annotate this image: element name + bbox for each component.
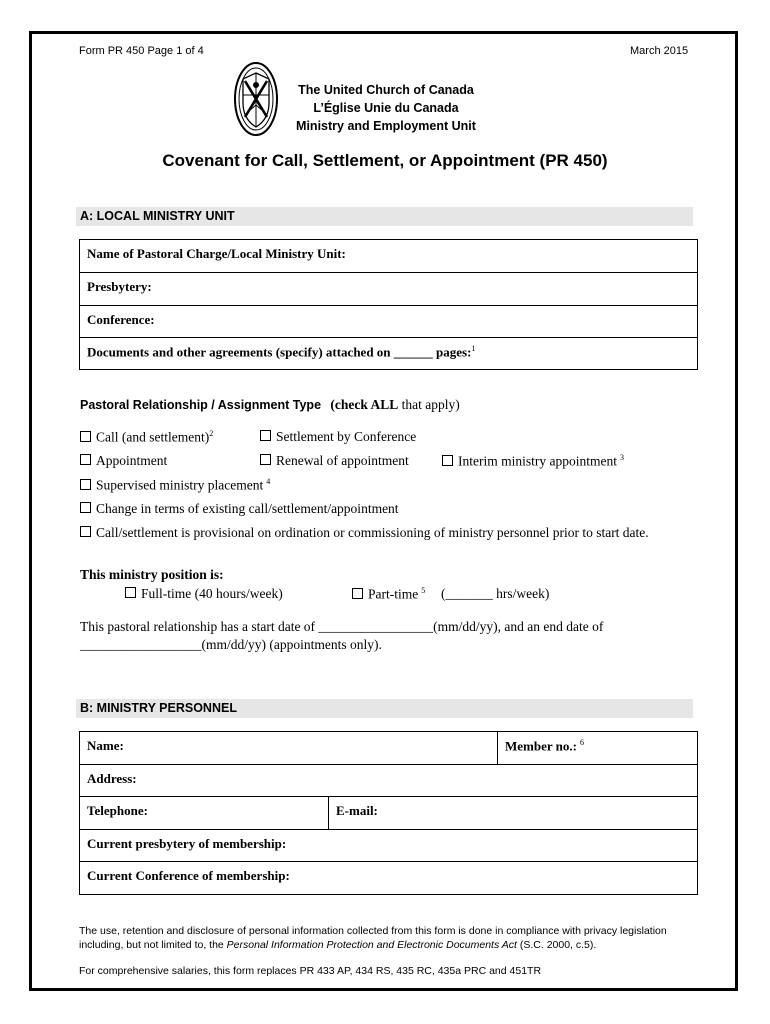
option-fulltime[interactable] <box>125 586 283 602</box>
parttime-label: Part-time <box>368 586 419 602</box>
hint-all: ALL <box>370 397 399 412</box>
fulltime-checkbox[interactable] <box>125 587 136 598</box>
local-ministry-table <box>79 239 698 370</box>
relationship-heading-text: Pastoral Relationship / Assignment Type <box>80 398 322 412</box>
hours-per-week[interactable]: (_______ hrs/week) <box>441 586 550 601</box>
member-no-field[interactable] <box>498 732 698 765</box>
organization-block <box>276 81 496 135</box>
footnote-3: 3 <box>619 453 624 462</box>
presbytery-field[interactable]: Presbytery: <box>80 273 698 306</box>
email-field[interactable]: E-mail: <box>329 797 698 830</box>
privacy-notice <box>79 924 704 952</box>
member-no-label: Member no.: <box>505 738 577 754</box>
option-provisional[interactable] <box>80 525 649 541</box>
presbytery-membership-field[interactable]: Current presbytery of membership: <box>80 830 698 862</box>
renewal-checkbox[interactable] <box>260 454 271 465</box>
documents-field[interactable] <box>80 338 698 370</box>
page-title: Covenant for Call, Settlement, or Appointment (PR 450) <box>162 151 608 170</box>
dates-line-2[interactable]: __________________(mm/dd/yy) (appointments only). <box>80 637 382 652</box>
change-label: Change in terms of existing call/settlement/appointment <box>96 501 399 516</box>
replaces-notice: For comprehensive salaries, this form replaces PR 433 AP, 434 RS, 435 RC, 435a PRC and 451TR <box>79 965 542 977</box>
org-unit: Ministry and Employment Unit <box>296 119 476 133</box>
telephone-field[interactable]: Telephone: <box>80 797 329 830</box>
footnote-4: 4 <box>266 477 271 486</box>
option-supervised[interactable] <box>80 477 270 494</box>
form-date: March 2015 <box>630 45 689 57</box>
option-renewal[interactable] <box>260 453 409 469</box>
relationship-heading <box>80 397 460 413</box>
org-name-en: The United Church of Canada <box>298 83 474 97</box>
pastoral-charge-field[interactable]: Name of Pastoral Charge/Local Ministry Unit: <box>80 240 698 273</box>
option-settlement[interactable] <box>260 429 416 445</box>
conference-field[interactable]: Conference: <box>80 306 698 338</box>
privacy-text: The use, retention and disclosure of personal information collected from this form is done in compliance with privacy legislation including, but not limited to, the <box>79 925 667 951</box>
parttime-checkbox[interactable] <box>352 588 363 599</box>
appointment-checkbox[interactable] <box>80 454 91 465</box>
form-id: Form PR 450 Page 1 of 4 <box>79 45 204 57</box>
footnote-5: 5 <box>421 586 426 595</box>
section-a-heading: A: LOCAL MINISTRY UNIT <box>76 207 693 226</box>
supervised-label: Supervised ministry placement <box>96 477 264 493</box>
option-call[interactable] <box>80 429 213 446</box>
position-label: This ministry position is: <box>80 567 224 582</box>
united-church-crest-icon <box>233 61 279 137</box>
section-b-heading: B: MINISTRY PERSONNEL <box>76 699 693 718</box>
change-checkbox[interactable] <box>80 502 91 513</box>
provisional-checkbox[interactable] <box>80 526 91 537</box>
fulltime-label: Full-time (40 hours/week) <box>141 586 283 601</box>
name-field[interactable]: Name: <box>80 732 498 765</box>
hint-post: that apply) <box>398 397 460 412</box>
conference-membership-field[interactable]: Current Conference of membership: <box>80 862 698 895</box>
interim-label: Interim ministry appointment <box>458 453 617 469</box>
footnote-1: 1 <box>471 344 476 353</box>
option-appointment[interactable] <box>80 453 167 469</box>
option-change[interactable] <box>80 501 399 517</box>
provisional-label: Call/settlement is provisional on ordination or commissioning of ministry personnel prior to start date. <box>96 525 649 540</box>
hint-pre: (check <box>330 397 371 412</box>
ministry-personnel-table <box>79 731 698 895</box>
dates-line-1[interactable]: This pastoral relationship has a start date of _________________(mm/dd/yy), and an end date of <box>80 619 604 634</box>
option-parttime[interactable] <box>352 586 425 603</box>
footnote-2: 2 <box>209 429 214 438</box>
documents-label: Documents and other agreements (specify) attached on ______ pages: <box>87 344 472 360</box>
privacy-act-title: Personal Information Protection and Electronic Documents Act <box>226 939 517 951</box>
appointment-label: Appointment <box>96 453 168 468</box>
call-label: Call (and settlement) <box>96 429 210 445</box>
settlement-checkbox[interactable] <box>260 430 271 441</box>
org-name-fr: L’Église Unie du Canada <box>313 101 459 115</box>
interim-checkbox[interactable] <box>442 455 453 466</box>
privacy-citation: (S.C. 2000, c.5). <box>516 939 597 951</box>
settlement-label: Settlement by Conference <box>276 429 417 444</box>
renewal-label: Renewal of appointment <box>276 453 409 468</box>
option-interim[interactable] <box>442 453 624 470</box>
address-field[interactable]: Address: <box>80 765 698 797</box>
call-checkbox[interactable] <box>80 431 91 442</box>
supervised-checkbox[interactable] <box>80 479 91 490</box>
footnote-6: 6 <box>579 738 584 747</box>
